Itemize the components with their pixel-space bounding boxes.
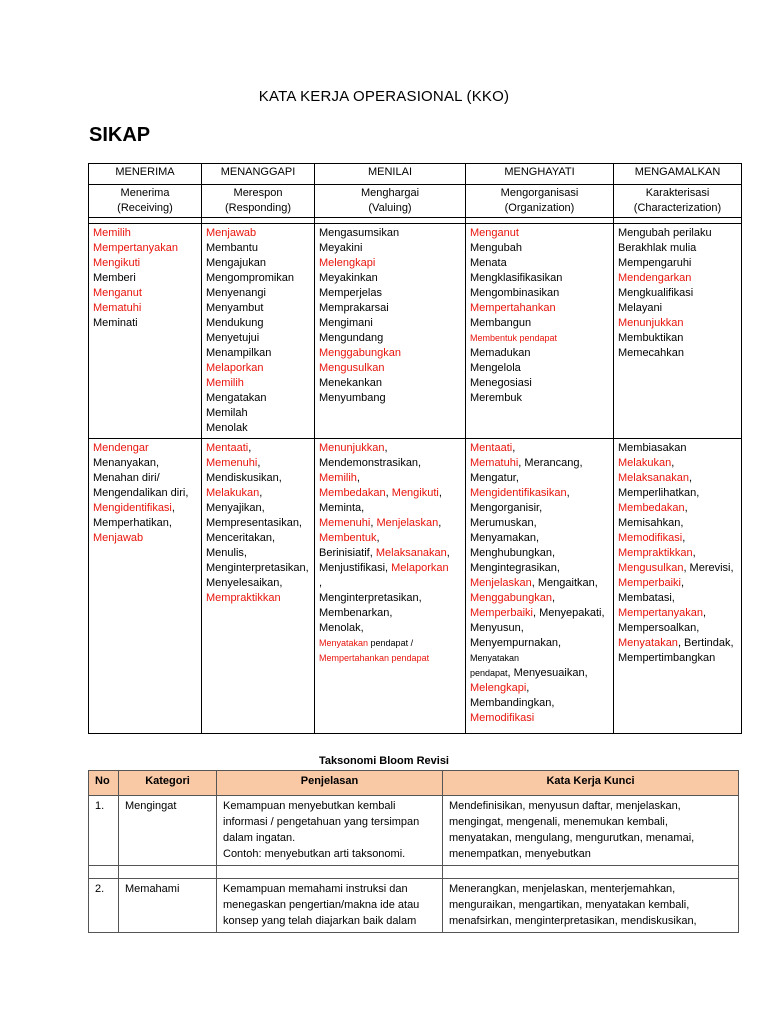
verb-text: Mengklasifikasikan <box>470 272 563 284</box>
subheader-line1: Menghargai <box>360 187 420 199</box>
verb-list-cell <box>466 224 614 439</box>
highlighted-verb: Memilih <box>93 227 131 239</box>
highlighted-verb: Mempertahankan pendapat <box>319 653 430 663</box>
bloom-cell-kata-kerja: Menerangkan, menjelaskan, menterjemahkan, menguraikan, mengartikan, menyatakan kembali, menafsirkan, menginterpretasikan, mendiskusikan, <box>443 879 739 933</box>
bloom-cell-penjelasan: Kemampuan menyebutkan kembali informasi / pengetahuan yang tersimpan dalam ingatan. Contoh: menyebutkan arti taksonomi. <box>217 796 443 866</box>
gap-cell <box>217 866 443 879</box>
verb-text: , Menyepakati, Menyusun, Menyempurnakan, <box>470 607 605 649</box>
verb-text: Menata <box>470 257 507 269</box>
subheader-line2: (Receiving) <box>117 202 173 214</box>
verb-text-cell <box>466 439 614 734</box>
bloom-header-penjelasan: Penjelasan <box>217 771 443 796</box>
highlighted-verb: Memperbaiki <box>618 577 681 589</box>
verb-text: Menyambut <box>206 302 264 314</box>
verb-text: Mendukung <box>206 317 264 329</box>
verb-list-cell <box>89 224 202 439</box>
verb-text: , Memperhatikan, <box>93 502 175 529</box>
highlighted-verb: Memodifikasi <box>470 712 535 724</box>
kko-header-cell: MENGAMALKAN <box>614 164 742 185</box>
highlighted-verb: Mengikuti <box>93 257 141 269</box>
verb-text: Membuktikan <box>618 332 684 344</box>
highlighted-verb: Menganut <box>470 227 519 239</box>
verb-text: , <box>438 517 442 529</box>
verb-text: , <box>356 472 360 484</box>
highlighted-verb: Mendengarkan <box>618 272 692 284</box>
verb-text: Berakhlak mulia <box>618 242 697 254</box>
highlighted-verb: Mempertahankan <box>470 302 556 314</box>
highlighted-verb: Memilih <box>206 377 244 389</box>
verb-text: Merembuk <box>470 392 522 404</box>
highlighted-verb: Menjawab <box>93 532 144 544</box>
highlighted-verb: Mengidentifikasikan <box>470 487 567 499</box>
highlighted-verb: Menggabungkan <box>319 347 401 359</box>
bloom-cell-kategori: Memahami <box>119 879 217 933</box>
verb-text: , Meminta, <box>319 487 442 514</box>
highlighted-verb: Menggabungkan <box>470 592 552 604</box>
verb-text: , <box>682 532 686 544</box>
highlighted-verb: Mengusulkan <box>319 362 385 374</box>
gap-cell <box>119 866 217 879</box>
subheader-line2: (Responding) <box>224 202 292 214</box>
kko-subheader-cell <box>315 185 466 218</box>
highlighted-verb: Memodifikasi <box>618 532 683 544</box>
verb-text-cell <box>614 439 742 734</box>
highlighted-verb: Melengkapi <box>319 257 376 269</box>
highlighted-verb: Mendengar <box>93 442 149 454</box>
verb-text: Mengatakan <box>206 392 267 404</box>
verb-text: , <box>370 517 377 529</box>
verb-text: , Bertindak, Mempertimbangkan <box>618 637 734 664</box>
verb-text: Mengubah perilaku <box>618 227 712 239</box>
verb-text: Menyumbang <box>319 392 386 404</box>
highlighted-verb: Memenuhi <box>319 517 371 529</box>
verb-text: pendapat <box>470 668 508 678</box>
verb-text: Memberi <box>93 272 136 284</box>
kko-header-cell: MENILAI <box>315 164 466 185</box>
highlighted-verb: Menunjukkan <box>618 317 684 329</box>
subheader-line1: Menerima <box>120 187 170 199</box>
bloom-cell-kata-kerja: Mendefinisikan, menyusun daftar, menjelaskan, mengingat, mengenali, menemukan kembali, menyatakan, mengulang, mengurutkan, menamai, menempatkan, menyebutkan <box>443 796 739 866</box>
verb-text-cell <box>202 439 315 734</box>
verb-text: Mengkualifikasi <box>618 287 694 299</box>
highlighted-verb: Melaporkan <box>206 362 264 374</box>
kko-header-cell: MENERIMA <box>89 164 202 185</box>
verb-text: Mengajukan <box>206 257 266 269</box>
highlighted-verb: Memilih <box>319 472 357 484</box>
verb-text: , Merevisi, <box>683 562 734 574</box>
highlighted-verb: Membedakan <box>319 487 386 499</box>
highlighted-verb: Mempraktikkan <box>618 547 693 559</box>
kko-table <box>88 163 742 734</box>
verb-text: , Mendiskusikan, <box>206 457 282 484</box>
verb-text: Menolak <box>206 422 248 434</box>
bloom-cell-kategori: Mengingat <box>119 796 217 866</box>
highlighted-verb: Menjelaskan <box>470 577 532 589</box>
verb-text: Menyatakan <box>470 653 520 663</box>
verb-text: , <box>551 592 559 604</box>
verb-text: Meyakini <box>319 242 363 254</box>
bloom-table <box>88 770 739 933</box>
verb-text: , Mendemonstrasikan, <box>319 442 422 469</box>
verb-text: Menekankan <box>319 377 382 389</box>
verb-text: Menyetujui <box>206 332 260 344</box>
verb-text-cell <box>315 439 466 734</box>
verb-text: Mengombinasikan <box>470 287 560 299</box>
verb-text: pendapat / <box>368 638 416 648</box>
highlighted-verb: Mematuhi <box>93 302 142 314</box>
verb-text: , Mengaitkan, <box>531 577 598 589</box>
kko-subheader-cell <box>202 185 315 218</box>
verb-text: Mengelola <box>470 362 521 374</box>
verb-text: Membangun <box>470 317 532 329</box>
bloom-cell-penjelasan: Kemampuan memahami instruksi dan menegaskan pengertian/makna ide atau konsep yang telah diajarkan baik dalam <box>217 879 443 933</box>
verb-text: Mengubah <box>470 242 522 254</box>
verb-text: , Menyesuaikan, <box>507 667 588 679</box>
kko-subheader-cell <box>466 185 614 218</box>
verb-text: , Memperlihatkan, <box>618 472 700 499</box>
kko-subheader-cell <box>614 185 742 218</box>
highlighted-verb: Membentuk pendapat <box>470 333 558 343</box>
verb-text: Menyenangi <box>206 287 266 299</box>
verb-text: , Membatasi, <box>618 577 685 604</box>
bloom-cell-no: 2. <box>89 879 119 933</box>
highlighted-verb: Mempertanyakan <box>93 242 178 254</box>
kko-subheader-cell <box>89 185 202 218</box>
verb-text: Mengasumsikan <box>319 227 400 239</box>
highlighted-verb: Melengkapi <box>470 682 527 694</box>
kko-header-cell: MENGHAYATI <box>466 164 614 185</box>
page-title: KATA KERJA OPERASIONAL (KKO) <box>258 88 510 105</box>
highlighted-verb: Menjawab <box>206 227 257 239</box>
section-heading: SIKAP <box>89 124 151 146</box>
verb-text: , Merancang, Mengatur, <box>470 457 583 484</box>
verb-text: Mengompromikan <box>206 272 295 284</box>
highlighted-verb: Melaksanakan <box>375 547 447 559</box>
verb-text: Meminati <box>93 317 138 329</box>
subheader-line1: Mengorganisasi <box>500 187 579 199</box>
verb-text: Menampilkan <box>206 347 272 359</box>
gap-cell <box>443 866 739 879</box>
highlighted-verb: Menganut <box>93 287 142 299</box>
subheader-line1: Merespon <box>233 187 283 199</box>
bloom-header-no: No <box>89 771 119 796</box>
highlighted-verb: Mentaati <box>470 442 513 454</box>
bloom-header-kategori: Kategori <box>119 771 217 796</box>
verb-text: Memperjelas <box>319 287 382 299</box>
highlighted-verb: Mentaati <box>206 442 249 454</box>
highlighted-verb: Mengidentifikasi <box>93 502 172 514</box>
verb-text: , <box>512 442 516 454</box>
verb-text: , Mempersoalkan, <box>618 607 707 634</box>
bloom-title: Taksonomi Bloom Revisi <box>319 755 449 767</box>
verb-text: , Memisahkan, <box>618 502 688 529</box>
verb-text: , Menjustifikasi, <box>319 547 450 574</box>
highlighted-verb: Melaksanakan <box>618 472 689 484</box>
highlighted-verb: Membentuk <box>319 532 377 544</box>
verb-text: , Berinisiatif, <box>319 532 380 559</box>
verb-list-cell <box>202 224 315 439</box>
verb-list-cell <box>614 224 742 439</box>
highlighted-verb: Mempraktikkan <box>206 592 281 604</box>
highlighted-verb: Mengusulkan <box>618 562 684 574</box>
subheader-line2: (Valuing) <box>368 202 412 214</box>
verb-text: Memprakarsai <box>319 302 389 314</box>
verb-text: , Menyajikan, Mempresentasikan, Menceritakan, Menulis, Menginterpretasikan, Menyelesaikan, <box>206 487 309 589</box>
verb-text: Membantu <box>206 242 258 254</box>
verb-text: , <box>248 442 252 454</box>
highlighted-verb: Mengikuti <box>391 487 439 499</box>
verb-text: Menegosiasi <box>470 377 532 389</box>
highlighted-verb: Melakukan <box>206 487 260 499</box>
verb-text: , Membandingkan, <box>470 682 555 709</box>
verb-text: , <box>692 547 699 559</box>
verb-text: Memilah <box>206 407 248 419</box>
verb-text: Membiasakan <box>618 442 687 454</box>
verb-text: Mengimani <box>319 317 373 329</box>
highlighted-verb: Menyatakan <box>319 638 369 648</box>
subheader-line2: (Characterization) <box>633 202 722 214</box>
highlighted-verb: Membedakan <box>618 502 685 514</box>
highlighted-verb: Melaporkan <box>391 562 449 574</box>
verb-text: , Menginterpretasikan, Membenarkan, Menolak, <box>319 577 422 634</box>
verb-text: , Mengorganisir, Merumuskan, Menyamakan, Menghubungkan, Mengintegrasikan, <box>470 487 570 574</box>
highlighted-verb: Melakukan <box>618 457 672 469</box>
verb-text: Menanyakan, Menahan diri/ Mengendalikan diri, <box>93 457 192 499</box>
subheader-line2: (Organization) <box>504 202 575 214</box>
verb-text: Mengundang <box>319 332 384 344</box>
verb-text: , <box>671 457 678 469</box>
verb-text-cell <box>89 439 202 734</box>
highlighted-verb: Memenuhi <box>206 457 258 469</box>
gap-cell <box>89 866 119 879</box>
verb-text: Memadukan <box>470 347 531 359</box>
bloom-header-kata-kerja: Kata Kerja Kunci <box>443 771 739 796</box>
verb-text: Melayani <box>618 302 663 314</box>
verb-text: Mempengaruhi <box>618 257 692 269</box>
verb-list-cell <box>315 224 466 439</box>
highlighted-verb: Mempertanyakan <box>618 607 703 619</box>
verb-text: , <box>385 487 392 499</box>
highlighted-verb: Menunjukkan <box>319 442 385 454</box>
bloom-cell-no: 1. <box>89 796 119 866</box>
kko-header-cell: MENANGGAPI <box>202 164 315 185</box>
highlighted-verb: Menyatakan <box>618 637 678 649</box>
highlighted-verb: Memperbaiki <box>470 607 533 619</box>
highlighted-verb: Mematuhi <box>470 457 519 469</box>
verb-text: Memecahkan <box>618 347 685 359</box>
verb-text: Meyakinkan <box>319 272 378 284</box>
subheader-line1: Karakterisasi <box>645 187 710 199</box>
highlighted-verb: Menjelaskan <box>376 517 439 529</box>
